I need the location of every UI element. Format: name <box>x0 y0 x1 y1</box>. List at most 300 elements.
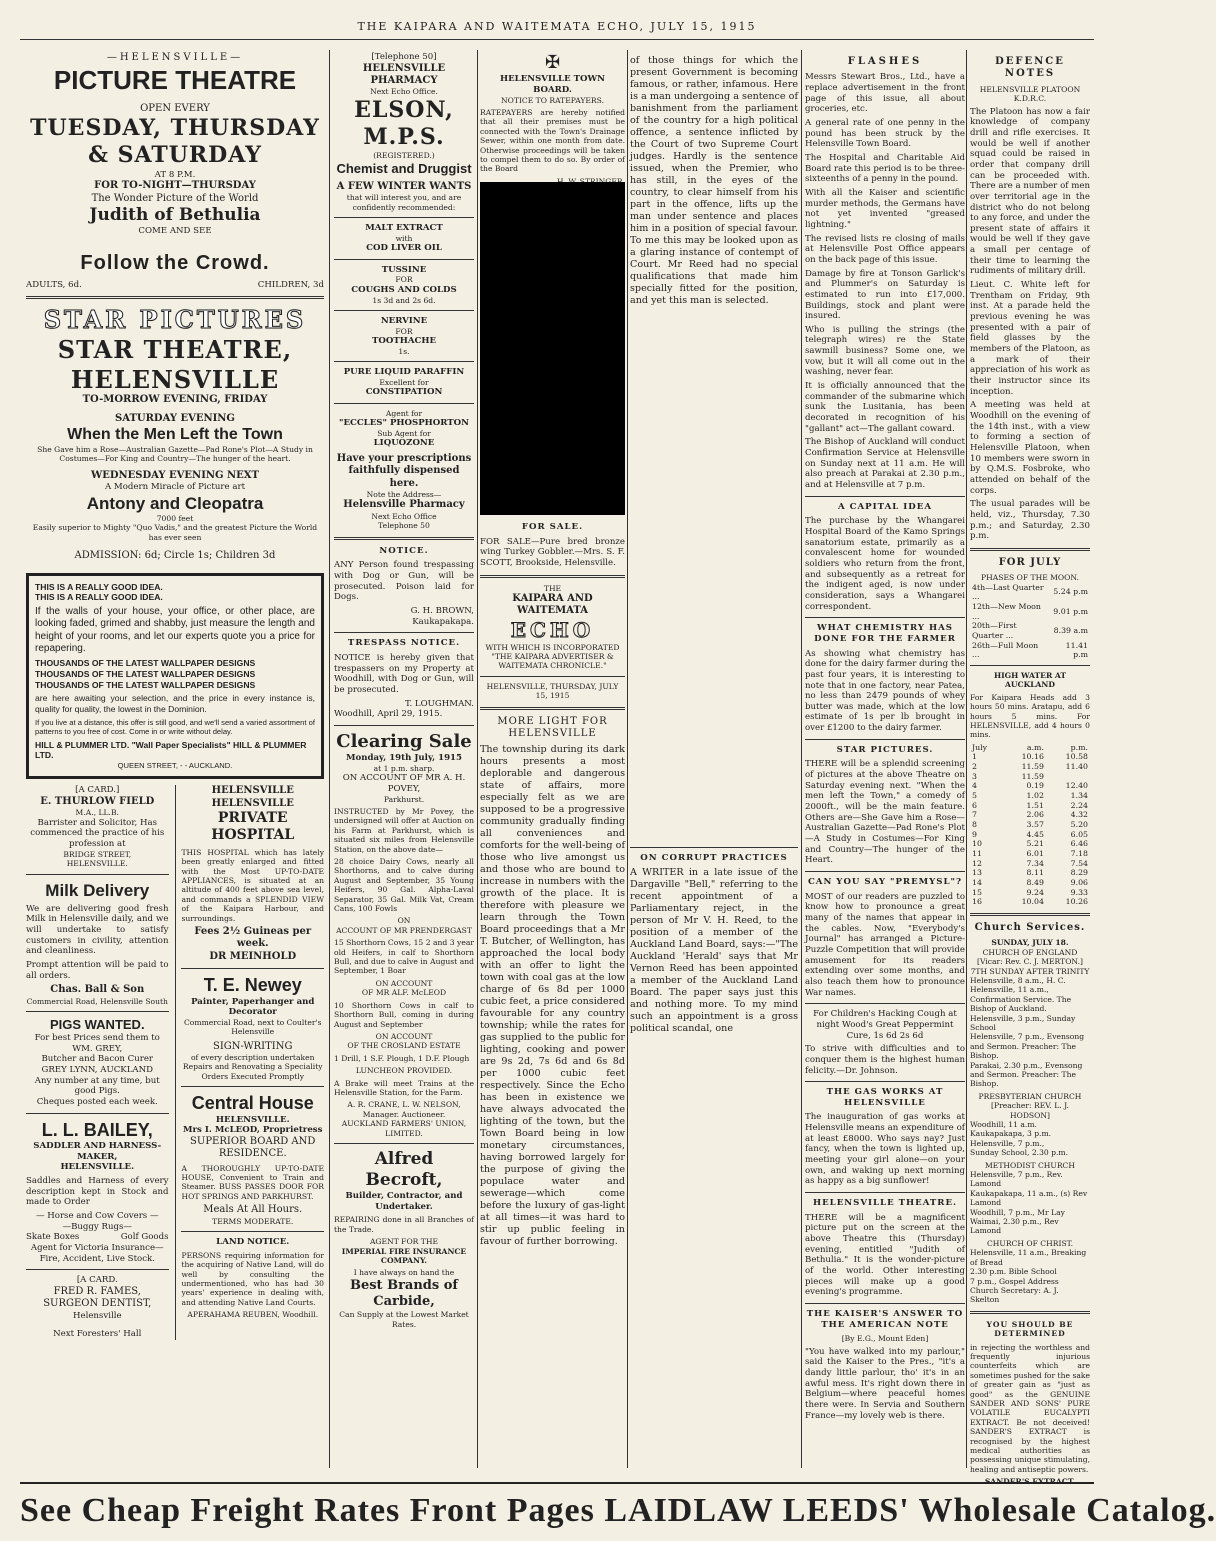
pharmacy-have: Have your prescriptions faithfully dispensed here. <box>336 452 472 489</box>
tide-pm: 6.46 <box>1070 839 1088 849</box>
premysl-body: MOST of our readers are puzzled to know how to pronounce a great many of the names that appear in the cables. Now, "Everybody's Journal" has arranged a Picture-Puzzle Competition that will provide amusement for its readers extending over some months, and also teach them how to pronounce War names. <box>805 891 965 998</box>
tide-row <box>970 801 1090 811</box>
hv-theatre-title: HELENSVILLE THEATRE. <box>813 1198 957 1209</box>
capital-body: The purchase by the Whangarei Hospital Board of the Kamo Springs sanatorium estate, primarily as a convalescent home for wounded soldiers who return from the front, and subsequently as a retreat for the indigent aged, is now under consideration, says a Whangarei correspondent. <box>805 516 965 612</box>
tide-am: 10.16 <box>1021 752 1044 762</box>
pigs-trade: Butcher and Bacon Curer <box>41 1054 154 1065</box>
tide-row <box>970 781 1090 791</box>
dentist-name: FRED R. FAMES, <box>53 1285 141 1297</box>
milk-body: We are delivering good fresh Milk in Helensville daily, and we will undertake to satisfy customers in civility, attention and cleanliness. <box>26 903 169 957</box>
july-title: FOR JULY <box>998 556 1062 568</box>
church-service: Sunday School, 2.30 p.m. <box>970 1148 1069 1158</box>
tide-row <box>970 859 1090 869</box>
clearing-time: at 1 p.m. sharp. <box>373 763 435 773</box>
tide-day: 2 <box>972 762 977 772</box>
wallpaper-designs: THOUSANDS OF THE LATEST WALLPAPER DESIGNS <box>35 679 256 690</box>
pharmacy-reg: (REGISTERED.) <box>373 151 435 161</box>
tide-day: 15 <box>972 887 982 897</box>
card-town: HELENSVILLE. <box>66 859 128 869</box>
bailey-ad <box>26 1119 169 1265</box>
pharmacy-tussine: TUSSINE <box>381 264 427 275</box>
star-title: STAR PICTURES <box>43 305 307 335</box>
central-meals: Meals At All Hours. <box>203 1204 303 1216</box>
bailey-goods <box>26 1232 169 1243</box>
tide-am: 1.51 <box>1026 800 1044 810</box>
tide-am: 7.34 <box>1026 858 1044 868</box>
editorial-continued: of those things for which the present Government is becoming famous, or rather, infamous. Here is a man undergoing a sentence of banishment from the parliament of the country for a high political offence, a sentence inflicted by the Court of two Supreme Court judges. Hardly is the sentence issued, when the Premier, who has still, in the eyes of the country, to clear himself from his part in the offence, lifts up the man under sentence and places him in a position of special favour. To me this may be looked upon as a glaring instance of contempt of Court. Mr Reed had no special qualifications that made him specially fitted for the position, and yet this man is selected. <box>630 55 798 306</box>
dentist-label: [A CARD. <box>76 1275 118 1286</box>
bailey-trade: SADDLER AND HARNESS-MAKER, <box>33 1140 162 1162</box>
church-trinity: 7TH SUNDAY AFTER TRINITY <box>970 966 1090 976</box>
tide-col-header: July <box>972 742 988 752</box>
tide-am: 10.04 <box>1021 897 1044 907</box>
theatre-town: —HELENSVILLE— <box>106 52 244 63</box>
footer-banner: See Cheap Freight Rates Front Pages LAIDLAW LEEDS' Wholesale Catalog. <box>20 1482 1094 1530</box>
notice-place: Kaukapakapa. <box>412 616 474 627</box>
pharmacy-is: 1s. <box>398 346 410 356</box>
pharmacy-chem: Chemist and Druggist <box>336 160 472 176</box>
quote: To strive with difficulties and to conquer them is the highest human felicity.—Dr. Johnson. <box>805 1044 965 1076</box>
theatre-time: AT 8 P.M. <box>154 169 196 180</box>
column-rule <box>966 50 967 1468</box>
notice-title: NOTICE. <box>379 545 429 556</box>
wallpaper-line: THIS IS A REALLY GOOD IDEA. <box>35 581 163 592</box>
dentist-town: Helensville <box>72 1310 122 1321</box>
clearing-items2: 15 Shorthorn Cows, 15 2 and 3 year old Heifers, in calf to Shorthorn Bull, and due to calve in August and September, 1 Boar <box>334 938 474 976</box>
capital-title: A CAPITAL IDEA <box>838 501 932 512</box>
defence-item: The usual parades will be held, viz., Thursday, 7.30 p.m.; and Saturday, 2.30 p.m. <box>970 499 1090 542</box>
clearing-items3: 10 Shorthorn Cows in calf to Shorthorn Bull, coming in during August and September <box>334 1000 474 1029</box>
clearing-union: AUCKLAND FARMERS' UNION, LIMITED. <box>341 1119 467 1138</box>
tide-row <box>970 762 1090 772</box>
tide-pm <box>1046 772 1090 782</box>
newey-name: T. E. Newey <box>203 975 302 996</box>
stars-body: THERE will be a splendid screening of pictures at the above Theatre on Saturday evening next. "When the men left the Town," a comedy of 2000ft., will be the main feature. Others are—She Gave him a Rose—Australian Gazette—Pad Rone's Plot—A Study in Costumes—For King and Country—The hunger of the Heart. <box>805 759 965 866</box>
board-title: HELENSVILLE TOWN BOARD. <box>499 74 606 95</box>
tide-day: 13 <box>972 868 982 878</box>
premysl-title: CAN YOU SAY "PREMYSL"? <box>807 877 963 888</box>
wallpaper-await: are here awaiting your selection, and the price in every instance is, quality for quality, the lowest in the Dominion. <box>35 693 315 715</box>
pharmacy-next: Next Echo Office. <box>370 87 438 97</box>
bailey-agent: Agent for Victoria Insurance—Fire, Accident, Live Stock. <box>30 1242 164 1264</box>
theatre-open: OPEN EVERY <box>140 102 210 114</box>
theatre-name: PICTURE THEATRE <box>53 65 297 96</box>
church-service: Kaukapakapa, 3 p.m. <box>970 1129 1052 1139</box>
hospital-fees: Fees 2½ Guineas per week. <box>194 926 312 950</box>
star-desc: She Gave him a Rose—Australian Gazette—Pad Rone's Plot—A Study in Costumes—For King and Country—The hunger of the heart. <box>37 445 313 464</box>
notice-ad <box>334 546 474 628</box>
pharmacy-with: with <box>395 233 413 243</box>
masthead <box>480 584 625 701</box>
tide-pm: 9.33 <box>1070 887 1088 897</box>
church-service: Helensville, 11 a.m., Breaking of Bread <box>970 1248 1087 1267</box>
tide-pm: 2.24 <box>1070 800 1088 810</box>
defence-item: A meeting was held at Woodhill on the evening of the 14th inst., with a view to forming a section of Helensville Platoon, when 10 members were sworn in by Q.M.S. Fosbroke, who attended on behalf of the corps. <box>970 400 1090 496</box>
tide-day: 3 <box>972 771 977 781</box>
forsale-title: FOR SALE. <box>521 522 584 532</box>
clearing-date: Monday, 19th July, 1915 <box>345 753 463 764</box>
milk-ad <box>26 880 169 1006</box>
moon-time: 5.24 p.m <box>1053 587 1088 597</box>
tide-row <box>970 868 1090 878</box>
wallpaper-designs: THOUSANDS OF THE LATEST WALLPAPER DESIGNS <box>35 658 256 669</box>
notice-sig: G. H. BROWN, <box>410 605 474 616</box>
light-title: MORE LIGHT FOR HELENSVILLE <box>497 715 608 740</box>
trespass-sig: T. LOUGHMAN. <box>405 698 474 709</box>
tide-pm: 10.26 <box>1065 897 1088 907</box>
moon-time: 11.41 p.m <box>1065 640 1088 660</box>
tide-row <box>970 791 1090 801</box>
tide-pm: 5.20 <box>1070 819 1088 829</box>
column-rule <box>329 50 330 1468</box>
pigs-body: For best Prices send them to <box>34 1033 160 1044</box>
pharmacy-next2: Next Echo Office <box>371 511 437 521</box>
church-sunday: SUNDAY, JULY 18. <box>991 938 1069 948</box>
pharmacy-agent: Agent for <box>385 408 423 418</box>
card-name: E. THURLOW FIELD <box>40 795 155 807</box>
tide-am: 0.19 <box>1026 781 1044 791</box>
more-light-article <box>480 716 625 1248</box>
star-miracle: A Modern Miracle of Picture art <box>104 482 246 493</box>
newey-sign-desc: of every description undertaken <box>190 1053 315 1063</box>
stars-title: STAR PICTURES. <box>836 744 934 755</box>
trespass-body: NOTICE is hereby given that trespassers on my Property at Woodhill, with Dog or Gun, will be prosecuted. <box>334 652 474 695</box>
flash-item: Messrs Stewart Bros., Ltd., have a replace advertisement in the front page of this issue, all about groceries, etc. <box>805 72 965 115</box>
pharmacy-paraffin: PURE LIQUID PARAFFIN <box>343 367 465 378</box>
central-body: A THOROUGHLY UP-TO-DATE HOUSE, Convenient to Train and Steamer. BUSS PASSES DOOR FOR HOT SPRINGS AND PARKHURST. <box>181 1163 324 1201</box>
pigs-ad <box>26 1017 169 1108</box>
pigs-name: WM. GREY, <box>72 1043 123 1054</box>
kaiser-body: "You have walked into my parlour," said the Kaiser to the Pres., "it's a dandy little parlour, tho' it's in an awful mess. It's right down there in Belgium—where peaceful homes there were. In Servia and Southern France—my lovely web is there. <box>805 1346 965 1421</box>
card-ad <box>26 785 169 868</box>
pharmacy-const: CONSTIPATION <box>365 387 443 398</box>
pharmacy-few: A FEW WINTER WANTS <box>336 180 472 192</box>
col1-lower <box>26 785 324 1340</box>
column-2b-lower <box>480 518 625 1251</box>
wallpaper-address: QUEEN STREET, - - AUCKLAND. <box>117 760 233 770</box>
tide-day: 6 <box>972 800 977 810</box>
clearing-brake: A Brake will meet Trains at the Helensville Station, for the Farm. <box>334 1078 474 1097</box>
hospital-title: PRIVATE HOSPITAL <box>211 810 295 844</box>
milk-title: Milk Delivery <box>45 880 150 900</box>
church-service: Helensville, 8 a.m., H. C. <box>970 975 1066 985</box>
hospital-body: THIS HOSPITAL which has lately been greatly enlarged and fitted with the Most UP-TO-DATE APPLIANCES, is situated at an altitude of 400 feet above sea level, and commands a SPLENDID VIEW of the Kaipara Harbour, and surroundings. <box>181 847 324 923</box>
inner-rule <box>175 785 176 1340</box>
pharmacy-nervine: NERVINE <box>380 315 428 326</box>
flash-item: Damage by fire at Tonson Garlick's and Plummer's on Saturday is estimated to run into £17,000. Buildings, stock and plant were insured. <box>805 268 965 322</box>
moon-row <box>970 621 1090 640</box>
tide-day: 4 <box>972 781 977 791</box>
church-service: Kaukapakapa, 11 a.m., (s) Rev Lamond <box>970 1188 1088 1208</box>
gas-body: The inauguration of gas works at Helensville means an expenditure of at least £8000. Who says nay? Just fancy, when the town is lighted up, meeting your girl alone—on your own, and waking up next morning as happy as a big sunflower! <box>805 1112 965 1187</box>
pharmacy-title: HELENSVILLE PHARMACY <box>362 62 446 87</box>
col1-left-ads <box>26 785 169 1340</box>
wallpaper-line: THIS IS A REALLY GOOD IDEA. <box>35 592 163 603</box>
pharmacy-name: ELSON, M.P.S. <box>354 96 454 151</box>
newey-orders: Orders Executed Promptly <box>201 1071 305 1081</box>
tide-col-header: a.m. <box>1026 742 1044 752</box>
tide-am: 1.02 <box>1026 791 1044 801</box>
card-desc: Barrister and Solicitor, Has commenced the practice of his profession at <box>30 817 165 850</box>
pharmacy-for: FOR <box>395 275 413 285</box>
wallpaper-firm: HILL & PLUMMER LTD. "Wall Paper Specialists" HILL & PLUMMER LTD. <box>35 739 307 761</box>
church-title: Church Services. <box>974 921 1086 933</box>
trespass-ad <box>334 638 474 720</box>
church-service: Helensville, 7 p.m., Rev. Lamond <box>970 1170 1063 1189</box>
church-preacher: [Preacher: REV. L. J. HODSON] <box>991 1101 1069 1120</box>
star-film: When the Men Left the Town <box>67 426 283 444</box>
church-service: Woodhill, 7 p.m., Mr Lay <box>970 1207 1065 1217</box>
land-notice-body: PERSONS requiring information for the acquiring of Native Land, will do well by consulting the undermentioned, who has had 30 years' experience in dealing with, and attending Native Land Courts. <box>181 1250 324 1307</box>
tide-col-header: p.m. <box>1070 742 1088 752</box>
tide-note: For Kaipara Heads add 3 hours 50 mins. Aratapu, add 6 hours 5 mins. For HELENSVILLE, add 4 hours 0 mins. <box>970 692 1090 740</box>
column-rule <box>801 50 802 1468</box>
star-theatre: STAR THEATRE, HELENSVILLE <box>57 334 293 394</box>
land-notice-title: LAND NOTICE. <box>216 1237 290 1248</box>
theatre-come: COME AND SEE <box>138 226 212 237</box>
star-sat: SATURDAY EVENING <box>115 412 235 424</box>
hospital-doctor: DR MEINHOLD <box>209 950 297 962</box>
tide-row <box>970 820 1090 830</box>
church-vicar: [Vicar: Rev. C. J. MERTON.] <box>977 957 1083 967</box>
tide-row <box>970 830 1090 840</box>
newey-trade: Painter, Paperhanger and Decorator <box>191 996 315 1018</box>
tide-day: 16 <box>972 897 982 907</box>
clearing-items4: 1 Drill, 1 S.F. Plough, 1 D.F. Plough <box>334 1053 470 1063</box>
card-label: [A CARD.] <box>75 785 120 796</box>
central-terms: TERMS MODERATE. <box>212 1216 294 1226</box>
tide-day: 1 <box>972 752 977 762</box>
newey-repairs: Repairs and Renovating a Speciality <box>182 1062 323 1072</box>
wallpaper-distance: If you live at a distance, this offer is still good, and we'll send a varied assortment of patterns to you free of cost. Come in or write without delay. <box>35 717 315 737</box>
card-degree: M.A., LL.B. <box>75 808 119 818</box>
tide-am: 11.59 <box>1021 771 1044 781</box>
star-feet: 7000 feet <box>156 513 194 523</box>
newey-sign: SIGN-WRITING <box>212 1040 293 1052</box>
picture-theatre-ad <box>26 52 324 290</box>
star-superior: Easily superior to Mighty "Quo Vadis," and the greatest Picture the World has ever seen <box>32 523 318 542</box>
pharmacy-few2: that will interest you, and are confidently recommended: <box>346 193 462 212</box>
tide-am: 4.45 <box>1026 829 1044 839</box>
tide-am: 6.01 <box>1026 848 1044 858</box>
wallpaper-body: If the walls of your house, your office, or other place, are looking faded, grimed and shabby, just measure the length and height of your rooms, and let our experts quote you a price for repapering. <box>35 605 315 655</box>
tide-pm: 6.05 <box>1070 829 1088 839</box>
tide-am: 2.06 <box>1026 810 1044 820</box>
pharmacy-for2: FOR <box>395 326 413 336</box>
column-2 <box>334 52 474 1329</box>
church-service: Helensville, 7 p.m., <box>970 1138 1045 1148</box>
church-service: 7 p.m., Gospel Address <box>970 1276 1059 1286</box>
trespass-date: Woodhill, April 29, 1915. <box>334 709 443 720</box>
corrupt-title: ON CORRUPT PRACTICES <box>640 852 788 863</box>
bailey-skate: Skate Boxes <box>26 1232 80 1243</box>
clearing-acct4: OF THE CROSLAND ESTATE <box>347 1041 461 1051</box>
central-prop: Mrs I. McLEOD, Proprietress <box>183 1125 323 1136</box>
for-sale-ad <box>480 522 625 569</box>
column-rule <box>477 50 478 1468</box>
masthead-echo: ECHO <box>510 617 595 642</box>
bailey-town: HELENSVILLE. <box>60 1162 135 1173</box>
column-2b <box>480 52 625 186</box>
tide-day: 12 <box>972 858 982 868</box>
milk-firm: Chas. Ball & Son <box>50 984 145 996</box>
column-1 <box>26 52 324 1340</box>
notice-body: ANY Person found trespassing with Dog or Gun, will be prosecuted. Poison laid for Dogs. <box>334 560 474 603</box>
column-4 <box>805 52 965 1424</box>
tide-day: 5 <box>972 791 977 801</box>
tide-pm: 12.40 <box>1065 781 1088 791</box>
clearing-lunch: LUNCHEON PROVIDED. <box>355 1066 453 1076</box>
column-3 <box>630 52 798 1038</box>
moon-row <box>970 641 1090 660</box>
clearing-items: 28 choice Dairy Cows, nearly all Shorthorns, and to calve during August and September, 35 Young Heifers, 90 Gal. Alpha-Laval Separator, 35 Gal. Milk Vat, Cream Cans, 100 Fowls <box>334 857 474 914</box>
tide-day: 9 <box>972 829 977 839</box>
milk-prompt: Prompt attention will be paid to all orders. <box>26 959 169 981</box>
flash-item: The Hospital and Charitable Aid Board rate this period is to be three-sixteenths of a penny in the pound. <box>805 152 965 185</box>
wallpaper-designs: THOUSANDS OF THE LATEST WALLPAPER DESIGNS <box>35 669 256 680</box>
tide-am: 9.24 <box>1026 887 1044 897</box>
wallpaper-ad <box>26 573 324 780</box>
tide-row <box>970 878 1090 888</box>
tide-day: 14 <box>972 877 982 887</box>
milk-address: Commercial Road, Helensville South <box>26 996 168 1006</box>
pharmacy-sub: Sub Agent for <box>377 428 431 438</box>
tide-pm: 11.40 <box>1065 762 1088 772</box>
pharmacy-note: Note the Address— <box>366 490 442 500</box>
tide-table <box>970 743 1090 907</box>
tide-row <box>970 849 1090 859</box>
moon-label: 26th—Full Moon ... <box>972 640 1039 660</box>
board-body: RATEPAYERS are hereby notified that all their premises must be connected with the Town's Drainage Sewer, within one month from date. Otherwise proceedings will be taken to compel them to do so. By order of the Board <box>480 108 625 174</box>
tide-am: 8.49 <box>1026 877 1044 887</box>
tide-row <box>970 772 1090 782</box>
flash-item: Who is pulling the strings (the telegraph wires) re the State sawmill business? Some one, we vow, but it will all come out in the washing, never fear. <box>805 324 965 378</box>
clearing-on: ON <box>397 916 411 926</box>
price-adults: ADULTS, 6d. <box>26 279 82 290</box>
star-wed: WEDNESDAY EVENING NEXT <box>90 469 259 481</box>
board-notice: NOTICE TO RATEPAYERS. <box>500 95 604 105</box>
moon-label: 4th—Last Quarter ... <box>972 582 1044 602</box>
clearing-acct: ON ACCOUNT OF MR A. H. POVEY, <box>342 773 466 794</box>
pharmacy-price: 1s 3d and 2s 6d. <box>372 295 436 305</box>
masthead-name: KAIPARA AND WAITEMATA <box>512 593 593 617</box>
column-5 <box>970 52 1090 1487</box>
moon-phases-title: PHASES OF THE MOON. <box>981 573 1079 583</box>
flash-item: The Bishop of Auckland will conduct Confirmation Service at Helensville on Sunday next at 11 a.m. He will also preach at Parakai at 2.30 p.m., and at Helensville at 7 p.m. <box>805 437 965 491</box>
moon-row <box>970 583 1090 602</box>
tide-row <box>970 810 1090 820</box>
moon-label: 20th—First Quarter ... <box>972 621 1017 640</box>
tide-pm: 9.06 <box>1070 877 1088 887</box>
pigs-cheques: Cheques posted each week. <box>36 1097 158 1108</box>
tide-pm: 7.18 <box>1070 848 1088 858</box>
clearing-body: INSTRUCTED by Mr Povey, the undersigned will offer at Auction on his Farm at Parkhurst, which is situated six miles from Helensville Station, on the above date— <box>334 806 474 854</box>
kaiser-by: [By E.G., Mount Eden] <box>841 1334 929 1344</box>
tide-pm: 4.32 <box>1070 810 1088 820</box>
card-street: BRIDGE STREET, <box>63 849 132 859</box>
bailey-name: L. L. BAILEY, <box>41 1119 153 1140</box>
defence-sub: HELENSVILLE PLATOON K.D.R.C. <box>979 84 1081 104</box>
tide-title: HIGH WATER AT AUCKLAND <box>993 670 1067 690</box>
clearing-on: ON ACCOUNT <box>375 978 433 988</box>
pharmacy-tel: [Telephone 50] <box>371 52 437 62</box>
star-pictures-ad <box>26 305 324 562</box>
central-sup: SUPERIOR BOARD AND RESIDENCE. <box>190 1135 316 1160</box>
town-board-notice <box>480 52 625 186</box>
flashes-title: FLASHES <box>847 56 923 67</box>
col1-right-ads <box>181 785 324 1340</box>
tide-am: 8.11 <box>1026 868 1044 878</box>
star-admission: ADMISSION: 6d; Circle 1s; Children 3d <box>74 550 276 562</box>
masthead-date: HELENSVILLE, THURSDAY, JULY 15, 1915 <box>486 681 619 701</box>
theatre-follow: Follow the Crowd. <box>80 251 270 274</box>
pharmacy-excellent: Excellent for <box>379 377 429 387</box>
pharmacy-cod: COD LIVER OIL <box>366 243 442 254</box>
corrupt-practices-article <box>630 853 798 1035</box>
tide-row <box>970 888 1090 898</box>
page-header: THE KAIPARA AND WAITEMATA ECHO, JULY 15, 1915 <box>20 20 1094 40</box>
tide-row <box>970 752 1090 762</box>
church-service: 2.30 p.m. Bible School <box>970 1267 1057 1277</box>
church-service: Church Secretary: A. J. Skelton <box>970 1285 1059 1305</box>
central-town: HELENSVILLE. <box>215 1114 290 1125</box>
flash-item: It is officially announced that the commander of the submarine which sunk the Lusitania, has been decorated in recognition of his "gallant" act—The gallant coward. <box>805 381 965 434</box>
newey-address: Commercial Road, next to Coulter's Helensville <box>183 1017 322 1037</box>
tide-day: 8 <box>972 819 977 829</box>
clearing-crane: A. R. CRANE, L. W. NELSON, Manager. Auctioneer. <box>347 1100 461 1119</box>
bailey-golf: Golf Goods <box>120 1232 169 1243</box>
tide-am: 11.59 <box>1021 762 1044 772</box>
pharmacy-addr: Helensville Pharmacy <box>343 499 465 511</box>
chem-title: WHAT CHEMISTRY HAS DONE FOR THE FARMER <box>814 623 956 644</box>
clearing-acct3: OF MR ALF. McLEOD <box>361 988 447 998</box>
forsale-body: FOR SALE—Pure bred bronze wing Turkey Gobbler.—Mrs. S. F. SCOTT, Brookside, Helensville. <box>480 536 625 568</box>
price-children: CHILDREN, 3d <box>257 279 324 290</box>
church-christ: CHURCH OF CHRIST. <box>986 1238 1074 1248</box>
dentist-next: Next Foresters' Hall <box>53 1329 142 1340</box>
flash-item: A general rate of one penny in the pound has been struck by the Helensville Town Board. <box>805 118 965 150</box>
tide-day: 10 <box>972 839 982 849</box>
moon-label: 12th—New Moon ... <box>972 601 1041 621</box>
sanders-title: YOU SHOULD BE DETERMINED <box>986 1319 1074 1339</box>
pharmacy-eccles: "ECCLES" PHOSPHORTON <box>338 418 470 429</box>
pharmacy-liq: LIQUOZONE <box>373 438 435 449</box>
cough-ad: For Children's Hacking Cough at night Wood's Great Peppermint Cure, 1s 6d 2s 6d <box>813 1009 957 1041</box>
church-pres: PRESBYTERIAN CHURCH <box>978 1091 1082 1101</box>
tide-row <box>970 839 1090 849</box>
tide-pm: 7.54 <box>1070 858 1088 868</box>
pharmacy-tooth: TOOTHACHE <box>371 336 437 346</box>
pharmacy-malt: MALT EXTRACT <box>365 223 443 234</box>
star-tomorrow: TO-MORROW EVENING, FRIDAY <box>82 394 268 406</box>
church-service: Helensville, 3 p.m., Sunday School <box>970 1013 1076 1032</box>
masthead-inc: WITH WHICH IS INCORPORATED "THE KAIPARA ADVERTISER & WAITEMATA CHRONICLE." <box>485 642 620 671</box>
church-service: Helensville, 7 p.m., Evensong and Sermon. Preacher: The Bishop. <box>970 1032 1085 1061</box>
kaiser-title: THE KAISER'S ANSWER TO THE AMERICAN NOTE <box>806 1308 964 1330</box>
column-rule <box>627 50 628 1468</box>
pigs-title: PIGS WANTED. <box>49 1016 145 1032</box>
clearing-ad <box>334 731 474 1138</box>
bailey-body: Saddles and Harness of every description kept in Stock and made to Order <box>26 1175 169 1208</box>
theatre-film: Judith of Bethulia <box>89 204 261 225</box>
clearing-place: Parkhurst. <box>383 794 425 804</box>
moon-table <box>970 583 1090 660</box>
defence-title: DEFENCE NOTES <box>995 56 1065 80</box>
land-notice-sig: APERAHAMA REUBEN, Woodhill. <box>187 1310 319 1320</box>
sanders-body: in rejecting the worthless and frequently injurious counterfeits which are sometimes pushed for the sake of greater gain as "just as good" as the GENUINE SANDER AND SONS' PURE VOLATILE EUCALYPTI EXTRACT. Be not deceived! SANDER'S EXTRACT is recognised by the highest medical authorities as possessing unique stimulating, healing and antiseptic powers. <box>970 1342 1090 1474</box>
theatre-prices <box>26 280 324 291</box>
moon-row <box>970 602 1090 621</box>
